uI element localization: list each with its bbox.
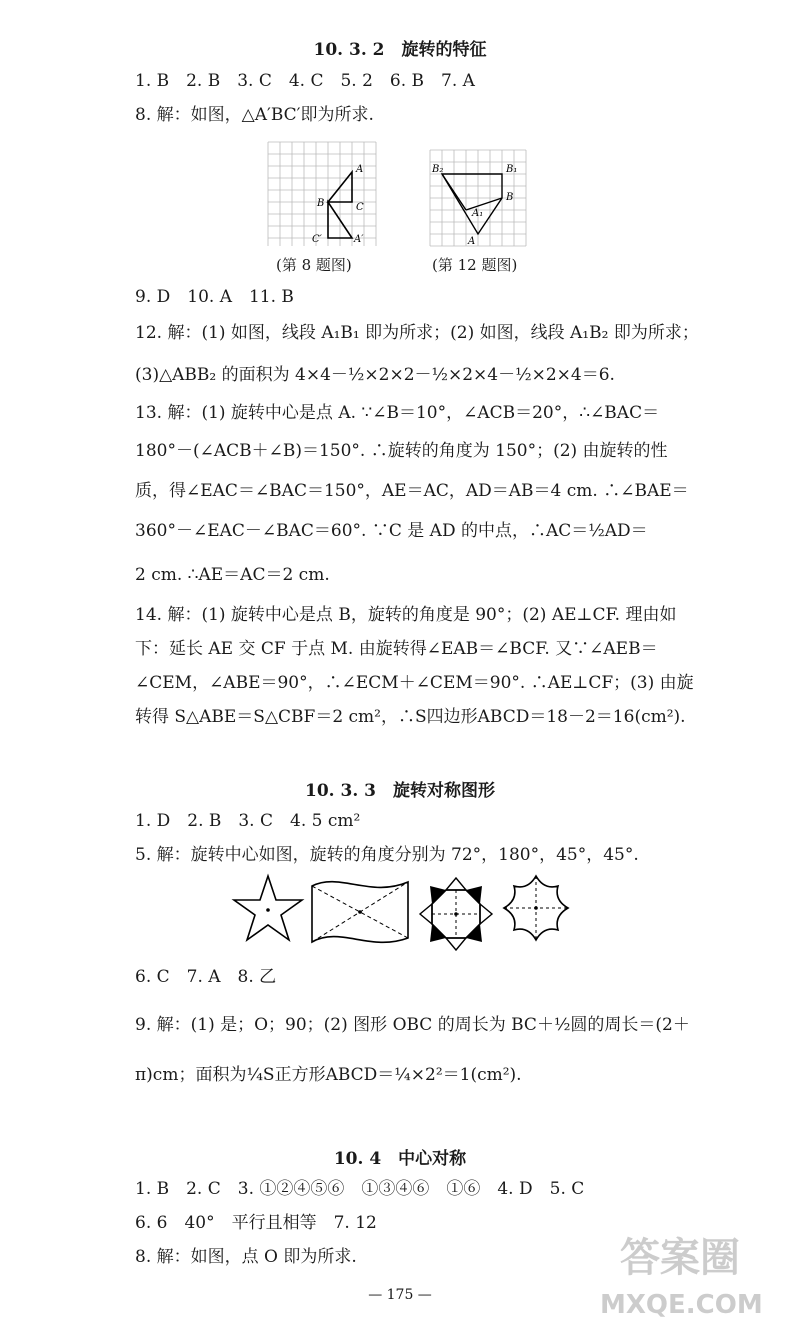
answer-line: 5. 解：旋转中心如图，旋转的角度分别为 72°，180°，45°，45°. <box>135 845 639 865</box>
answer-line: 质，得∠EAC＝∠BAC＝150°，AE＝AC，AD＝AB＝4 cm. ∴∠BAE＝ <box>135 481 689 501</box>
answer-line: 1. B 2. C 3. ①②④⑤⑥ ①③④⑥ ①⑥ 4. D 5. C <box>135 1179 585 1199</box>
fig-label: A <box>468 236 476 247</box>
figure-q8 <box>265 138 383 250</box>
watermark-logo: 答案圈 <box>620 1235 740 1281</box>
star-shape <box>234 876 302 940</box>
section-title-10-4: 10. 4 中心对称 <box>333 1149 467 1169</box>
answer-line: ∠CEM，∠ABE＝90°，∴∠ECM＋∠CEM＝90°. ∴AE⊥CF；(3) 由旋 <box>135 673 694 693</box>
answer-line: 6. C 7. A 8. 乙 <box>135 967 277 987</box>
answer-line: 6. 6 40° 平行且相等 7. 12 <box>135 1213 377 1233</box>
answer-line: 9. D 10. A 11. B <box>135 287 294 307</box>
octagon-shape <box>420 878 492 950</box>
figure-q12 <box>428 148 530 248</box>
answer-line: 8. 解：如图，△A′BC′即为所求. <box>135 105 374 125</box>
figure-caption: (第 12 题图) <box>432 256 518 274</box>
answer-line: 9. 解：(1) 是；O；90；(2) 图形 OBC 的周长为 BC＋½圆的周长＝(2＋ <box>135 1015 690 1035</box>
answer-line: 转得 S△ABE＝S△CBF＝2 cm²，∴S四边形ABCD＝18－2＝16(cm²). <box>135 707 686 727</box>
answer-line: 360°－∠EAC－∠BAC＝60°. ∵C 是 AD 的中点，∴AC＝½AD＝ <box>135 521 648 541</box>
fig-label: A′ <box>354 234 364 245</box>
answer-line: π)cm；面积为¼S正方形ABCD＝¼×2²＝1(cm²). <box>135 1065 522 1085</box>
answer-line: 13. 解：(1) 旋转中心是点 A. ∵∠B＝10°，∠ACB＝20°，∴∠BAC＝ <box>135 403 660 423</box>
answer-line: 2 cm. ∴AE＝AC＝2 cm. <box>135 565 330 585</box>
page-number: — 175 — <box>368 1287 432 1303</box>
fig-label: B <box>506 192 514 203</box>
watermark-url: MXQE.COM <box>600 1290 763 1320</box>
answer-line: 1. D 2. B 3. C 4. 5 cm² <box>135 811 361 831</box>
section-title-10-3-2: 10. 3. 2 旋转的特征 <box>313 40 487 60</box>
answer-line: 1. B 2. B 3. C 4. C 5. 2 6. B 7. A <box>135 71 475 91</box>
fig-label: B₂ <box>432 164 444 175</box>
fig-label: A <box>356 164 364 175</box>
answer-line: 180°－(∠ACB＋∠B)＝150°. ∴旋转的角度为 150°；(2) 由旋转的性 <box>135 441 668 461</box>
answer-line: (3)△ABB₂ 的面积为 4×4－½×2×2－½×2×4－½×2×4＝6. <box>135 365 615 385</box>
answer-line: 14. 解：(1) 旋转中心是点 B，旋转的角度是 90°；(2) AE⊥CF. 理由如 <box>135 605 677 625</box>
fig-label: A₁ <box>472 208 484 219</box>
answer-line: 12. 解：(1) 如图，线段 A₁B₁ 即为所求；(2) 如图，线段 A₁B₂ 即为所求； <box>135 323 699 343</box>
figure-caption: (第 8 题图) <box>276 256 352 274</box>
figure-q5-shapes <box>230 872 580 952</box>
answer-line: 8. 解：如图，点 O 即为所求. <box>135 1247 357 1267</box>
section-title-10-3-3: 10. 3. 3 旋转对称图形 <box>305 781 495 801</box>
fig-label: B₁ <box>506 164 518 175</box>
fig-label: B <box>317 198 325 209</box>
answer-line: 下：延长 AE 交 CF 于点 M. 由旋转得∠EAB＝∠BCF. 又∵∠AEB＝ <box>135 639 658 659</box>
fig-label: C′ <box>312 234 322 245</box>
fig-label: C <box>356 202 364 213</box>
